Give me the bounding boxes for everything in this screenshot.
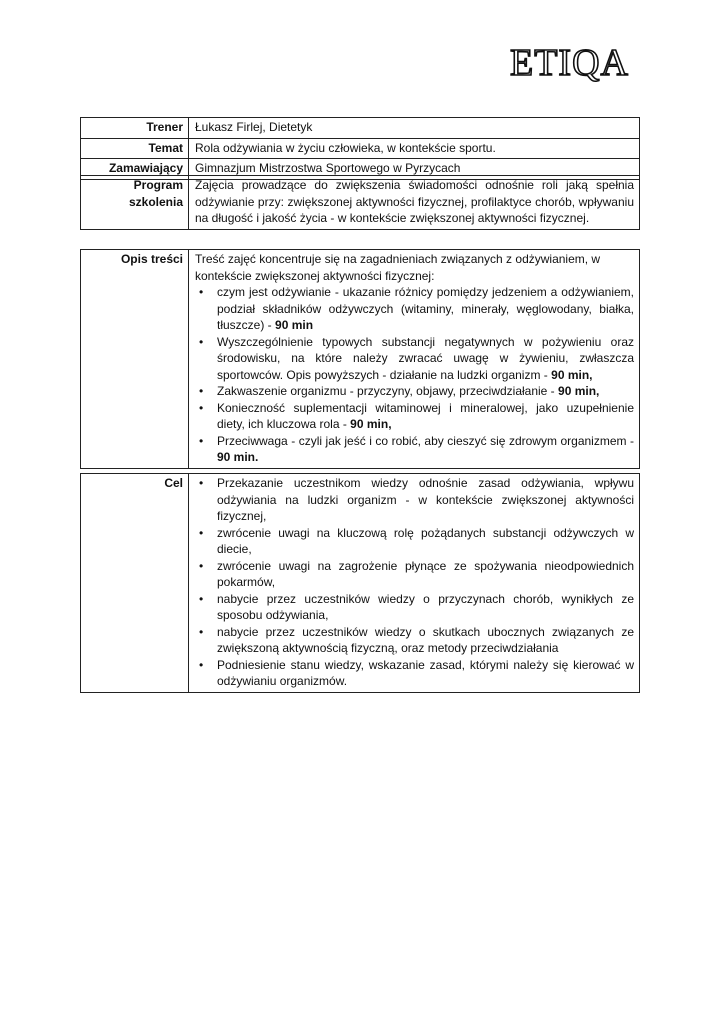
- list-item: [195, 284, 634, 334]
- header-table: [80, 117, 640, 180]
- duration: 90 min,: [350, 417, 392, 431]
- item-text: Podniesienie stanu wiedzy, wskazanie zasad, którymi należy się kierować w odżywianiu organizmów.: [217, 657, 634, 688]
- list-item: [195, 525, 634, 558]
- table-row: [81, 138, 640, 159]
- cel-table: [80, 473, 640, 693]
- temat-value: Rola odżywiania w życiu człowieka, w kontekście sportu.: [189, 138, 640, 159]
- duration: 90 min.: [217, 450, 259, 464]
- item-text: Konieczność suplementacji witaminowej i mineralowej, jako uzupełnienie diety, ich kluczowa rola -: [217, 400, 634, 431]
- bullet-icon: •: [199, 433, 204, 448]
- zamawiajacy-value: Gimnazjum Mistrzostwa Sportowego w Pyrzycach: [189, 159, 640, 180]
- bullet-icon: •: [199, 624, 204, 639]
- duration: 90 min,: [551, 367, 593, 382]
- item-text: zwrócenie uwagi na zagrożenie płynące ze spożywania nieodpowiednich pokarmów,: [217, 558, 634, 589]
- item-text: Zakwaszenie organizmu - przyczyny, objawy, przeciwdziałanie -: [217, 384, 559, 398]
- duration: 90 min: [275, 318, 314, 332]
- bullet-icon: •: [199, 334, 204, 349]
- opis-label: Opis treści: [81, 250, 189, 469]
- item-text: zwrócenie uwagi na kluczową rolę pożądanych substancji odżywczych w diecie,: [217, 525, 634, 556]
- program-text: Zajęcia prowadzące do zwiększenia świadomości odnośnie roli jaką spełnia odżywianie przy: zwiększonej aktywności fizycznej, profilaktyce chorób, wpływaniu na długość i jakość życia - w kontekście zwiększonej aktywności fizycznej.: [189, 176, 640, 230]
- bullet-icon: •: [199, 285, 204, 299]
- cel-list: [195, 475, 634, 690]
- temat-label: Temat: [81, 138, 189, 159]
- opis-intro: Treść zajęć koncentruje się na zagadnieniach związanych z odżywianiem, w kontekście zwiększonej aktywności fizycznej:: [195, 252, 601, 283]
- item-text: Wyszczególnienie typowych substancji negatywnych w pożywieniu oraz środowisku, na które należy zwracać uwagę w żywieniu, zwłaszcza sportowców. Opis powyższych - działanie na ludzki organizm -: [217, 334, 634, 382]
- table-row: [81, 474, 640, 693]
- list-item: [195, 591, 634, 624]
- list-item: [195, 558, 634, 591]
- list-item: [195, 624, 634, 657]
- bullet-icon: •: [199, 476, 204, 490]
- program-table: [80, 175, 640, 230]
- trener-value: Łukasz Firlej, Dietetyk: [189, 118, 640, 139]
- list-item: [195, 657, 634, 690]
- zamawiajacy-label: Zamawiający: [81, 159, 189, 180]
- bullet-icon: •: [199, 558, 204, 573]
- list-item: [195, 334, 634, 384]
- item-text: Przeciwwaga - czyli jak jeść i co robić, aby cieszyć się zdrowym organizmem -: [217, 433, 634, 448]
- duration: 90 min,: [558, 384, 600, 398]
- opis-list: [195, 284, 634, 466]
- item-text: czym jest odżywianie - ukazanie różnicy pomiędzy jedzeniem a odżywianiem, podział składników odżywczych (witaminy, minerały, węglowodany, białka, tłuszcze) -: [217, 285, 634, 332]
- cel-content: [189, 474, 640, 693]
- program-label-line2: szkolenia: [128, 194, 183, 209]
- opis-content: [189, 250, 640, 469]
- item-text: Przekazanie uczestnikom wiedzy odnośnie zasad odżywiania, wpływu odżywiania na ludzki organizm - w kontekście zwiększonej aktywności fizycznej,: [217, 476, 634, 523]
- table-row: [81, 176, 640, 230]
- program-label-line1: Program: [133, 178, 183, 192]
- bullet-icon: •: [199, 384, 204, 398]
- bullet-icon: •: [199, 657, 204, 672]
- list-item: [195, 400, 634, 433]
- item-text: nabycie przez uczestników wiedzy o skutkach ubocznych związanych ze zwiększoną aktywnością fizyczną, oraz metody przeciwdziałania: [217, 624, 634, 655]
- bullet-icon: •: [199, 591, 204, 606]
- list-item: [195, 433, 634, 466]
- etiqa-logo: ETIQA: [510, 42, 629, 84]
- table-row: [81, 250, 640, 469]
- cel-label: Cel: [81, 474, 189, 693]
- list-item: [195, 383, 634, 400]
- bullet-icon: •: [199, 400, 204, 415]
- trener-label: Trener: [81, 118, 189, 139]
- list-item: [195, 475, 634, 525]
- table-row: [81, 118, 640, 139]
- opis-table: [80, 249, 640, 469]
- item-text: nabycie przez uczestników wiedzy o przyczynach chorób, wynikłych ze sposobu odżywiania,: [217, 591, 634, 622]
- bullet-icon: •: [199, 525, 204, 540]
- program-label: [81, 176, 189, 230]
